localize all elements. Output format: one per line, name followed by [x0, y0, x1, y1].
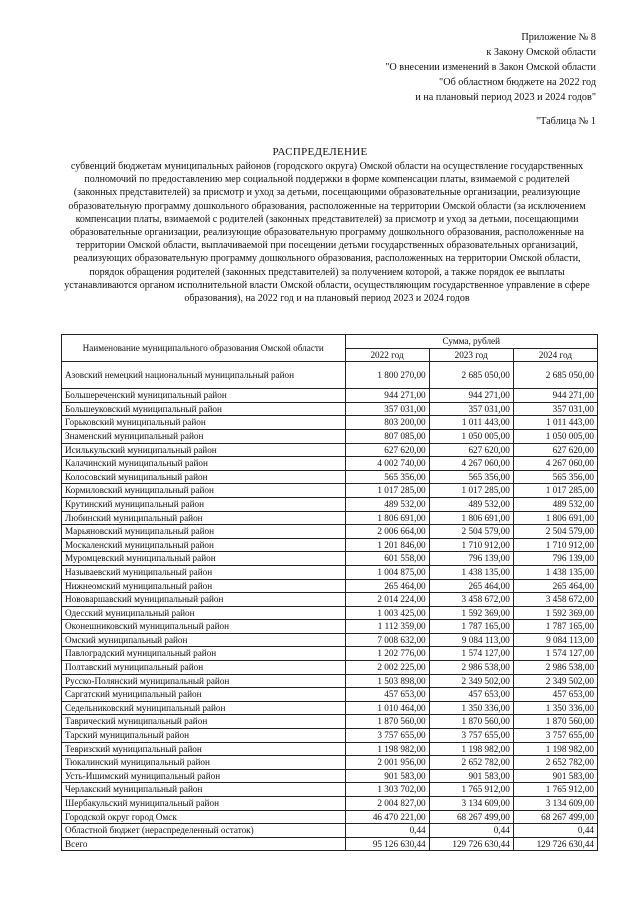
table-row	[62, 606, 598, 620]
table-row	[62, 511, 598, 525]
amount-cell: 807 085,00	[345, 429, 429, 443]
amount-cell: 1 004 875,00	[345, 565, 429, 579]
amount-cell: 1 574 127,00	[513, 647, 597, 661]
municipality-name-cell: Крутинский муниципальный район	[62, 497, 346, 511]
amount-cell: 1 010 464,00	[345, 701, 429, 715]
amount-cell: 3 458 672,00	[429, 593, 513, 607]
name-column-header: Наименование муниципального образования Омской области	[62, 335, 346, 362]
table-row	[62, 402, 598, 416]
amount-cell: 1 201 846,00	[345, 538, 429, 552]
amount-cell: 1 350 336,00	[513, 701, 597, 715]
table-row	[62, 633, 598, 647]
amount-cell: 2 652 782,00	[429, 756, 513, 770]
amount-cell: 627 620,00	[429, 443, 513, 457]
amount-cell: 796 139,00	[513, 552, 597, 566]
amount-cell: 803 200,00	[345, 416, 429, 430]
amount-cell: 457 653,00	[345, 688, 429, 702]
amount-cell: 2 504 579,00	[513, 525, 597, 539]
amount-cell: 1 017 285,00	[345, 484, 429, 498]
table-row	[62, 810, 598, 824]
table-row	[62, 701, 598, 715]
municipality-name-cell: Полтавский муниципальный район	[62, 661, 346, 675]
amount-cell: 1 870 560,00	[513, 715, 597, 729]
table-row	[62, 769, 598, 783]
amount-cell: 1 592 369,00	[429, 606, 513, 620]
amount-cell: 4 002 740,00	[345, 457, 429, 471]
municipality-name-cell: Москаленский муниципальный район	[62, 538, 346, 552]
amount-cell: 1 438 135,00	[513, 565, 597, 579]
amount-cell: 901 583,00	[345, 769, 429, 783]
municipality-name-cell: Исилькульский муниципальный район	[62, 443, 346, 457]
table-row	[62, 824, 598, 838]
amount-cell: 2 349 502,00	[429, 674, 513, 688]
amount-cell: 565 356,00	[513, 470, 597, 484]
table-row	[62, 443, 598, 457]
amount-cell: 1 806 691,00	[513, 511, 597, 525]
amount-cell: 2 504 579,00	[429, 525, 513, 539]
amount-cell: 265 464,00	[345, 579, 429, 593]
table-row	[62, 688, 598, 702]
table-row	[62, 837, 598, 851]
amount-cell: 0,44	[345, 824, 429, 838]
table-row	[62, 593, 598, 607]
amount-cell: 1 198 982,00	[513, 742, 597, 756]
amount-cell: 2 685 050,00	[513, 362, 597, 389]
amount-cell: 944 271,00	[513, 389, 597, 403]
amount-cell: 1 806 691,00	[345, 511, 429, 525]
year-header-2024: 2024 год	[513, 348, 597, 362]
amount-cell: 9 084 113,00	[429, 633, 513, 647]
municipality-name-cell: Калачинский муниципальный район	[62, 457, 346, 471]
amount-cell: 265 464,00	[513, 579, 597, 593]
amount-cell: 1 050 005,00	[513, 429, 597, 443]
amount-cell: 627 620,00	[513, 443, 597, 457]
amount-cell: 489 532,00	[513, 497, 597, 511]
table-row	[62, 579, 598, 593]
year-header-2023: 2023 год	[429, 348, 513, 362]
table-row	[62, 470, 598, 484]
amount-cell: 2 685 050,00	[429, 362, 513, 389]
table-row	[62, 552, 598, 566]
amount-cell: 357 031,00	[513, 402, 597, 416]
municipality-name-cell: Тарский муниципальный район	[62, 729, 346, 743]
amount-cell: 3 757 655,00	[345, 729, 429, 743]
amount-cell: 1 438 135,00	[429, 565, 513, 579]
table-row	[62, 497, 598, 511]
appendix-number: Приложение № 8	[521, 32, 596, 43]
table-row	[62, 661, 598, 675]
amount-cell: 2 002 225,00	[345, 661, 429, 675]
table-row	[62, 565, 598, 579]
amount-cell: 4 267 060,00	[429, 457, 513, 471]
amount-cell: 3 458 672,00	[513, 593, 597, 607]
amount-cell: 129 726 630,44	[513, 837, 597, 851]
municipality-name-cell: Большеуковский муниципальный район	[62, 402, 346, 416]
amount-cell: 457 653,00	[513, 688, 597, 702]
municipality-name-cell: Усть-Ишимский муниципальный район	[62, 769, 346, 783]
law-title-line-3: и на плановый период 2023 и 2024 годов"	[415, 92, 596, 103]
amount-cell: 1 710 912,00	[429, 538, 513, 552]
amount-cell: 1 202 776,00	[345, 647, 429, 661]
amount-cell: 944 271,00	[345, 389, 429, 403]
municipality-name-cell: Знаменский муниципальный район	[62, 429, 346, 443]
municipality-name-cell: Тюкалинский муниципальный район	[62, 756, 346, 770]
amount-cell: 1 765 912,00	[429, 783, 513, 797]
document-title: РАСПРЕДЕЛЕНИЕ	[272, 146, 368, 158]
amount-cell: 265 464,00	[429, 579, 513, 593]
amount-cell: 1 710 912,00	[513, 538, 597, 552]
amount-cell: 357 031,00	[429, 402, 513, 416]
amount-cell: 3 757 655,00	[429, 729, 513, 743]
amount-cell: 1 198 982,00	[429, 742, 513, 756]
table-row	[62, 783, 598, 797]
amount-cell: 457 653,00	[429, 688, 513, 702]
amount-cell: 1 017 285,00	[513, 484, 597, 498]
amount-cell: 9 084 113,00	[513, 633, 597, 647]
table-row	[62, 525, 598, 539]
amount-cell: 1 787 165,00	[429, 620, 513, 634]
amount-cell: 1 870 560,00	[345, 715, 429, 729]
amount-cell: 357 031,00	[345, 402, 429, 416]
amount-cell: 1 787 165,00	[513, 620, 597, 634]
amount-cell: 601 558,00	[345, 552, 429, 566]
municipality-name-cell: Саргатский муниципальный район	[62, 688, 346, 702]
amount-cell: 2 652 782,00	[513, 756, 597, 770]
table-row	[62, 729, 598, 743]
municipality-name-cell: Нижнеомский муниципальный район	[62, 579, 346, 593]
municipality-name-cell: Павлоградский муниципальный район	[62, 647, 346, 661]
amount-cell: 2 006 664,00	[345, 525, 429, 539]
municipality-name-cell: Одесский муниципальный район	[62, 606, 346, 620]
municipality-name-cell: Большереченский муниципальный район	[62, 389, 346, 403]
appendix-header	[385, 30, 596, 105]
amount-cell: 2 014 224,00	[345, 593, 429, 607]
amount-cell: 68 267 499,00	[429, 810, 513, 824]
municipality-name-cell: Таврический муниципальный район	[62, 715, 346, 729]
table-row	[62, 620, 598, 634]
municipality-name-cell: Колосовский муниципальный район	[62, 470, 346, 484]
amount-cell: 1 011 443,00	[513, 416, 597, 430]
amount-cell: 796 139,00	[429, 552, 513, 566]
table-row	[62, 538, 598, 552]
amount-cell: 2 986 538,00	[513, 661, 597, 675]
law-title-line-2: "Об областном бюджете на 2022 год	[439, 77, 596, 88]
amount-cell: 0,44	[513, 824, 597, 838]
municipality-name-cell: Шербакульский муниципальный район	[62, 797, 346, 811]
amount-cell: 1 574 127,00	[429, 647, 513, 661]
amount-cell: 1 017 285,00	[429, 484, 513, 498]
amount-cell: 3 134 609,00	[429, 797, 513, 811]
amount-cell: 1 806 691,00	[429, 511, 513, 525]
amount-cell: 3 757 655,00	[513, 729, 597, 743]
table-row	[62, 797, 598, 811]
table-row	[62, 416, 598, 430]
table-row	[62, 362, 598, 389]
amount-cell: 4 267 060,00	[513, 457, 597, 471]
law-title-line-1: "О внесении изменений в Закон Омской области	[385, 62, 596, 73]
amount-cell: 95 126 630,44	[345, 837, 429, 851]
table-row	[62, 715, 598, 729]
amount-cell: 2 004 827,00	[345, 797, 429, 811]
amount-cell: 489 532,00	[345, 497, 429, 511]
municipality-name-cell: Муромцевский муниципальный район	[62, 552, 346, 566]
municipality-name-cell: Азовский немецкий национальный муниципальный район	[62, 362, 346, 389]
municipality-name-cell: Черлакский муниципальный район	[62, 783, 346, 797]
amount-cell: 2 986 538,00	[429, 661, 513, 675]
amount-cell: 1 870 560,00	[429, 715, 513, 729]
municipality-name-cell: Русско-Полянский муниципальный район	[62, 674, 346, 688]
municipality-name-cell: Нововаршавский муниципальный район	[62, 593, 346, 607]
amount-cell: 1 503 898,00	[345, 674, 429, 688]
amount-cell: 489 532,00	[429, 497, 513, 511]
amount-cell: 1 050 005,00	[429, 429, 513, 443]
amount-cell: 1 112 359,00	[345, 620, 429, 634]
amount-cell: 1 303 702,00	[345, 783, 429, 797]
municipality-name-cell: Марьяновский муниципальный район	[62, 525, 346, 539]
municipality-name-cell: Тевризский муниципальный район	[62, 742, 346, 756]
table-row	[62, 484, 598, 498]
amount-cell: 68 267 499,00	[513, 810, 597, 824]
amount-cell: 565 356,00	[345, 470, 429, 484]
amount-cell: 3 134 609,00	[513, 797, 597, 811]
distribution-table	[61, 334, 598, 851]
table-row	[62, 674, 598, 688]
law-reference: к Закону Омской области	[486, 47, 596, 58]
municipality-name-cell: Областной бюджет (нераспределенный остаток)	[62, 824, 346, 838]
amount-cell: 2 001 956,00	[345, 756, 429, 770]
amount-cell: 627 620,00	[345, 443, 429, 457]
amount-cell: 944 271,00	[429, 389, 513, 403]
amount-cell: 1 350 336,00	[429, 701, 513, 715]
sum-column-header: Сумма, рублей	[345, 335, 598, 349]
amount-cell: 7 008 632,00	[345, 633, 429, 647]
amount-cell: 2 349 502,00	[513, 674, 597, 688]
municipality-name-cell: Седельниковский муниципальный район	[62, 701, 346, 715]
amount-cell: 1 011 443,00	[429, 416, 513, 430]
amount-cell: 0,44	[429, 824, 513, 838]
table-row	[62, 389, 598, 403]
municipality-name-cell: Омский муниципальный район	[62, 633, 346, 647]
municipality-name-cell: Любинский муниципальный район	[62, 511, 346, 525]
municipality-name-cell: Оконешниковский муниципальный район	[62, 620, 346, 634]
amount-cell: 1 800 270,00	[345, 362, 429, 389]
table-row	[62, 429, 598, 443]
amount-cell: 901 583,00	[513, 769, 597, 783]
table-number: "Таблица № 1	[536, 116, 596, 127]
amount-cell: 565 356,00	[429, 470, 513, 484]
table-row	[62, 742, 598, 756]
municipality-name-cell: Кормиловский муниципальный район	[62, 484, 346, 498]
document-subtitle: субвенций бюджетам муниципальных районов (городского округа) Омской области на осуществление государственных полномочий по предоставлению мер социальной поддержки в форме компенсации платы, взимаемой с родителей (законных представителей) за присмотр и уход за детьми, посещающими образовательные организации, реализующие образовательную программу дошкольного образования, расположенные на территории Омской области (за исключением компенсации платы, взимаемой с родителей (законных представителей) за присмотр и уход за детьми, посещающими образовательные организации, реализующие образовательную программу дошкольного образования, расположенные на территории Омской области, выплачиваемой при посещении детьми государственных образовательных организаций, реализующих образовательную программу дошкольного образования, расположенных на территории Омской области, порядок обращения родителей (законных представителей) за получением которой, а также порядок ее выплаты устанавливаются органом исполнительной власти Омской области, осуществляющим государственное управление в сфере образования), на 2022 год и на плановый период 2023 и 2024 годов	[64, 161, 590, 305]
table-row	[62, 457, 598, 471]
table-row	[62, 647, 598, 661]
amount-cell: 1 765 912,00	[513, 783, 597, 797]
amount-cell: 129 726 630,44	[429, 837, 513, 851]
amount-cell: 901 583,00	[429, 769, 513, 783]
municipality-name-cell: Горьковский муниципальный район	[62, 416, 346, 430]
amount-cell: 46 470 221,00	[345, 810, 429, 824]
municipality-name-cell: Называевский муниципальный район	[62, 565, 346, 579]
amount-cell: 1 198 982,00	[345, 742, 429, 756]
amount-cell: 1 592 369,00	[513, 606, 597, 620]
municipality-name-cell: Городской округ город Омск	[62, 810, 346, 824]
table-body	[62, 362, 598, 851]
year-header-2022: 2022 год	[345, 348, 429, 362]
municipality-name-cell: Всего	[62, 837, 346, 851]
table-row	[62, 756, 598, 770]
amount-cell: 1 003 425,00	[345, 606, 429, 620]
